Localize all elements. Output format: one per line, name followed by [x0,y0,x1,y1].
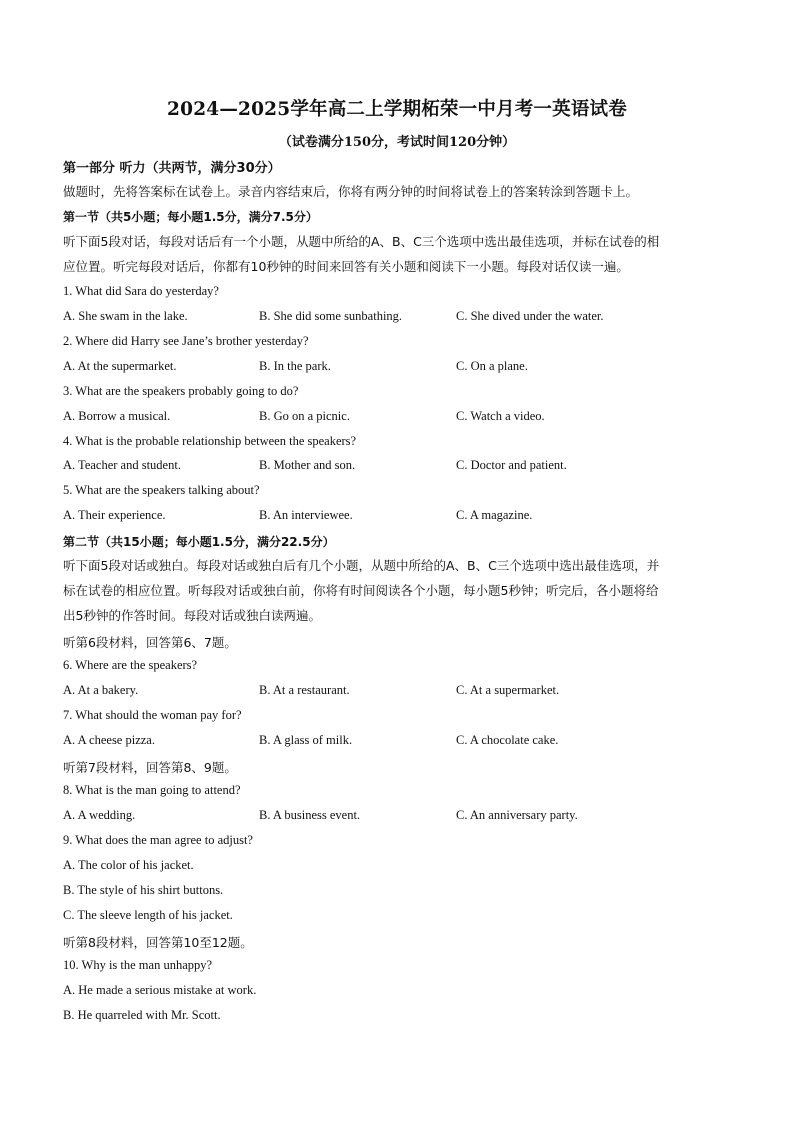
option-c: C. Watch a video. [456,409,545,423]
question-stem: 1. What did Sara do yesterday? [63,284,219,298]
option-a: A. At a bakery. [63,683,139,697]
option-c: C. An anniversary party. [456,808,578,822]
option-a: A. He made a serious mistake at work. [63,983,257,997]
option-b: B. An interviewee. [259,508,353,522]
question-stem: 8. What is the man going to attend? [63,783,241,797]
option-a: A. A cheese pizza. [63,733,155,747]
section2-heading: 第二节（共15小题；每小题1.5分，满分22.5分） [63,535,335,549]
option-c: C. She dived under the water. [456,309,604,323]
option-b: B. In the park. [259,359,331,373]
page-subtitle: （试卷满分150分，考试时间120分钟） [278,135,516,150]
option-a: A. The color of his jacket. [63,858,194,872]
question-stem: 6. Where are the speakers? [63,658,198,672]
question-stem: 4. What is the probable relationship between the speakers? [63,434,357,448]
option-b: B. He quarreled with Mr. Scott. [63,1008,221,1022]
question-stem: 2. Where did Harry see Jane’s brother yesterday? [63,334,309,348]
option-c: C. A magazine. [456,508,533,522]
option-a: A. Borrow a musical. [63,409,171,423]
part1-heading: 第一部分 听力（共两节，满分30分） [63,161,281,176]
option-c: C. A chocolate cake. [456,733,559,747]
option-a: A. Their experience. [63,508,166,522]
question-stem: 7. What should the woman pay for? [63,708,242,722]
section2-instruction-line: 标在试卷的相应位置。听每段对话或独白前，你将有时间阅读各个小题，每小题5秒钟；听完后，各小题将给 [63,583,659,598]
option-c: C. Doctor and patient. [456,458,567,472]
question-stem: 9. What does the man agree to adjust? [63,833,253,847]
option-b: B. Mother and son. [259,458,356,472]
material-note: 听第7段材料，回答第8、9题。 [63,760,237,775]
option-b: B. The style of his shirt buttons. [63,883,224,897]
option-a: A. Teacher and student. [63,458,181,472]
option-c: C. The sleeve length of his jacket. [63,908,233,922]
question-stem: 3. What are the speakers probably going to do? [63,384,299,398]
section1-instruction-line: 听下面5段对话，每段对话后有一个小题，从题中所给的A、B、C三个选项中选出最佳选项，并标在试卷的相 [63,234,660,249]
section1-instruction-line: 应位置。听完每段对话后，你都有10秒钟的时间来回答有关小题和阅读下一小题。每段对话仅读一遍。 [63,259,629,274]
option-b: B. She did some sunbathing. [259,309,403,323]
material-note: 听第8段材料，回答第10至12题。 [63,935,253,950]
option-a: A. At the supermarket. [63,359,177,373]
page-title: 2024—2025学年高二上学期柘荣一中月考一英语试卷 [167,99,627,120]
option-b: B. A glass of milk. [259,733,353,747]
option-b: B. A business event. [259,808,361,822]
option-a: A. She swam in the lake. [63,309,188,323]
section2-instruction-line: 出5秒钟的作答时间。每段对话或独白读两遍。 [63,608,321,623]
part1-intro: 做题时，先将答案标在试卷上。录音内容结束后，你将有两分钟的时间将试卷上的答案转涂到答题卡上。 [63,184,639,199]
option-c: C. On a plane. [456,359,528,373]
question-stem: 5. What are the speakers talking about? [63,483,260,497]
option-b: B. Go on a picnic. [259,409,350,423]
option-b: B. At a restaurant. [259,683,350,697]
question-stem: 10. Why is the man unhappy? [63,958,213,972]
option-a: A. A wedding. [63,808,136,822]
section2-instruction-line: 听下面5段对话或独白。每段对话或独白后有几个小题，从题中所给的A、B、C三个选项中选出最佳选项，并 [63,558,660,573]
material-note: 听第6段材料，回答第6、7题。 [63,635,237,650]
section1-heading: 第一节（共5小题；每小题1.5分，满分7.5分） [63,210,318,224]
option-c: C. At a supermarket. [456,683,560,697]
